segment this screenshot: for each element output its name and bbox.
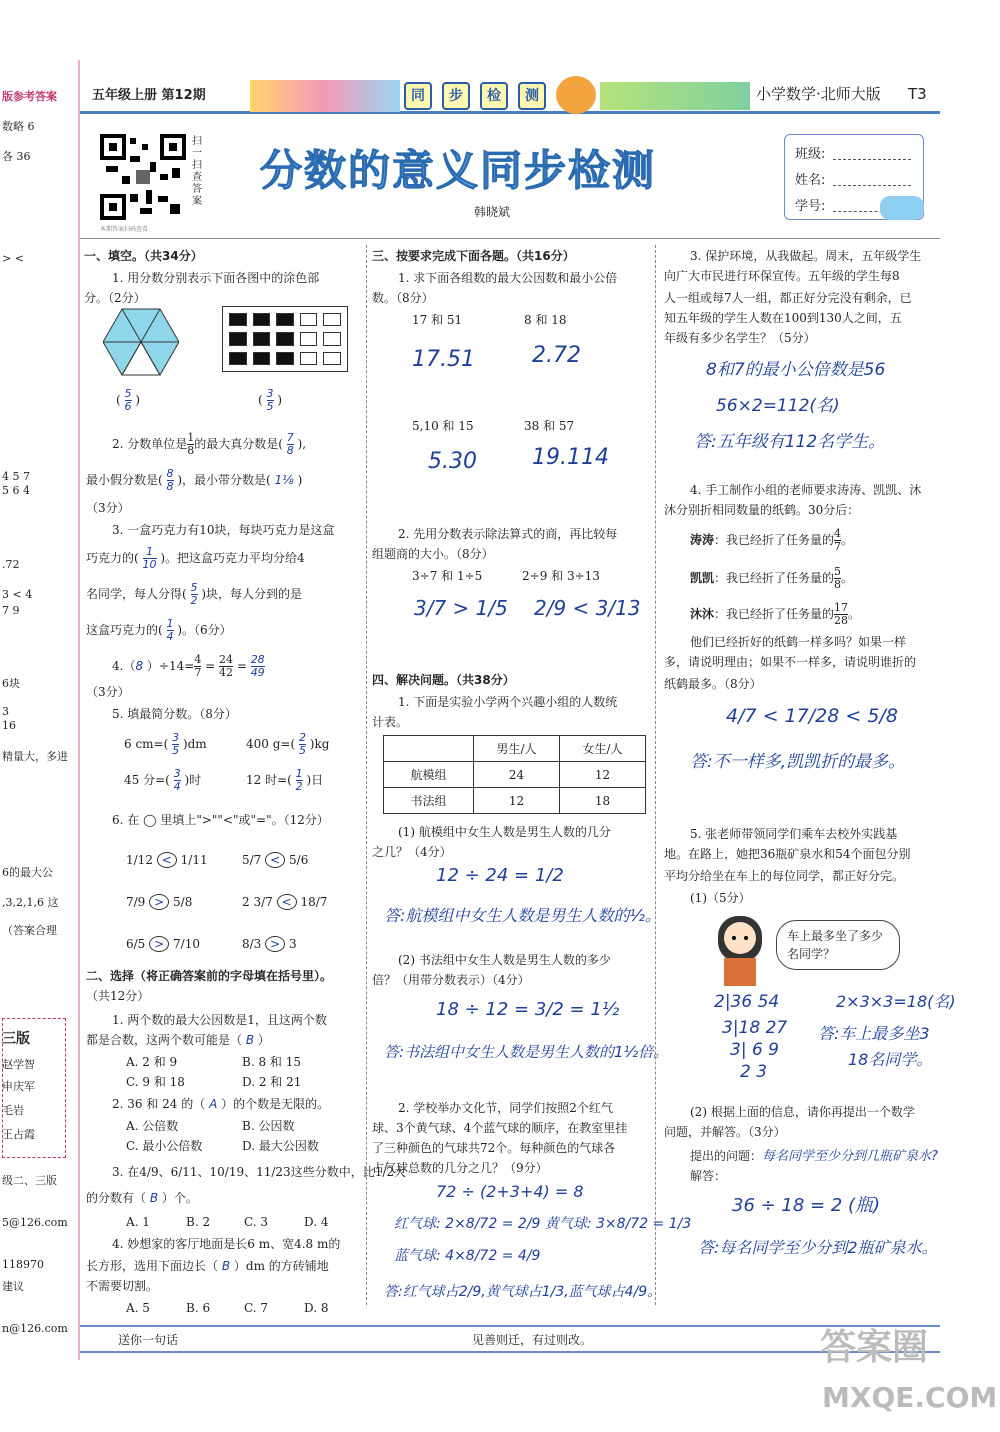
page-title: 分数的意义同步检测 bbox=[260, 146, 657, 195]
section-heading: 二、选择（将正确答案前的字母填在括号里）。 bbox=[86, 969, 333, 983]
option: C. 9 和 18 bbox=[126, 1075, 185, 1089]
name-field[interactable] bbox=[833, 185, 911, 186]
question-text: 占气球总数的几分之几？（9分） bbox=[372, 1161, 548, 1175]
question-5d: 12 时=( $\frac{1}{2}$ )日 bbox=[246, 767, 324, 793]
footer-label: 送你一句话 bbox=[118, 1333, 179, 1347]
strip-line: > < bbox=[2, 252, 24, 265]
number-group: 5,10 和 15 bbox=[412, 419, 474, 433]
answer-1a: ( $\frac{5}{6}$ ) bbox=[116, 387, 140, 413]
question-text: 5. 张老师带领同学们乘车去校外实践基 bbox=[690, 827, 898, 841]
handwritten-answer: 36 ÷ 18 = 2 (瓶) bbox=[732, 1195, 881, 1216]
question-text: 2. 学校举办文化节，同学们按照2个红气 bbox=[398, 1101, 613, 1115]
question-text: (1)（5分） bbox=[690, 891, 751, 905]
question-text: 年级有多少名学生？（5分） bbox=[664, 331, 816, 345]
question-text: (2) 根据上面的信息，请你再提出一个数学 bbox=[690, 1105, 915, 1119]
option: A. 2 和 9 bbox=[126, 1055, 178, 1069]
handwritten-answer: 3|18 27 bbox=[722, 1018, 788, 1038]
question-text: 4. 手工制作小组的老师要求涛涛、凯凯、沐 bbox=[690, 483, 922, 497]
left-answer-strip bbox=[0, 60, 80, 1360]
handwritten-answer: 4/7 < 17/28 < 5/8 bbox=[726, 705, 898, 727]
handwritten-answer: 答:五年级有112名学生。 bbox=[694, 432, 886, 452]
issue-label: 五年级上册 第12期 bbox=[92, 88, 206, 103]
option: C. 3 bbox=[244, 1215, 269, 1229]
option: D. 8 bbox=[304, 1301, 329, 1315]
qr-small-note: 本期答案扫码查看 bbox=[100, 226, 149, 233]
question-text: 1. 下面是实验小学两个兴趣小组的人数统 bbox=[398, 695, 618, 709]
option: B. 6 bbox=[186, 1301, 211, 1315]
option: A. 5 bbox=[126, 1301, 150, 1315]
question-text: （3分） bbox=[86, 685, 130, 699]
animal-sticker bbox=[880, 196, 924, 220]
flower-banner bbox=[600, 82, 750, 110]
page-code: T3 bbox=[908, 85, 927, 103]
handwritten-answer: 答:每名同学至少分到2瓶矿泉水。 bbox=[698, 1238, 938, 1257]
number-group: 17 和 51 bbox=[412, 313, 463, 327]
strip-line: 赵学智 bbox=[2, 1058, 35, 1071]
class-field[interactable] bbox=[833, 159, 911, 160]
compare-item: 8/3 > 3 bbox=[242, 937, 297, 951]
handwritten-answer: 蓝气球: 4×8/72 = 4/9 bbox=[394, 1248, 541, 1264]
content-top-rule bbox=[80, 238, 940, 239]
handwritten-answer: 2 3 bbox=[740, 1062, 768, 1082]
choice-1: 都是合数，这两个数可能是（ B ） bbox=[86, 1033, 270, 1047]
strip-line: 建议 bbox=[2, 1280, 24, 1293]
name-label: 姓名: bbox=[795, 173, 826, 188]
question-text: (2) 书法组中女生人数是男生人数的多少 bbox=[398, 953, 611, 967]
strip-line: 版参考答案 bbox=[2, 90, 57, 103]
handwritten-answer: 红气球: 2×8/72 = 2/9 黄气球: 3×8/72 = 1/3 bbox=[394, 1216, 692, 1232]
strip-line: 118970 bbox=[2, 1258, 44, 1271]
question-text: 之几？（4分） bbox=[372, 845, 452, 859]
question-text: 向广大市民进行环保宣传。五年级的学生每8 bbox=[664, 269, 900, 283]
compare-item: 1/12 < 1/11 bbox=[126, 853, 208, 867]
strip-line: 4 5 7 bbox=[2, 470, 30, 483]
handwritten-answer: 17.51 bbox=[412, 347, 475, 372]
handwritten-answer: 18名同学。 bbox=[848, 1050, 933, 1069]
number-label: 学号: bbox=[795, 199, 826, 214]
strip-line: 6的最大公 bbox=[2, 866, 53, 879]
handwritten-answer: 答:红气球占2/9,黄气球占1/3,蓝气球占4/9。 bbox=[384, 1284, 662, 1300]
question-text: 问题，并解答。（3分） bbox=[664, 1125, 786, 1139]
question-text: 知五年级的学生人数在100到130人之间，五 bbox=[664, 311, 902, 325]
question-text: 1. 求下面各组数的最大公因数和最小公倍 bbox=[398, 271, 618, 285]
question-text: 平均分给坐在车上的每位同学，都正好分完。 bbox=[664, 869, 905, 883]
question-text: 不需要切割。 bbox=[86, 1279, 159, 1293]
section-heading: 一、填空。（共34分） bbox=[84, 249, 203, 263]
section-heading: 三、按要求完成下面各题。（共16分） bbox=[372, 249, 575, 263]
question-text: 4. 妙想家的客厅地面是长6 m、宽4.8 m的 bbox=[112, 1237, 341, 1251]
speech-bubble: 车上最多坐了多少名同学？ bbox=[776, 920, 900, 970]
strip-line: 王占霞 bbox=[2, 1128, 35, 1141]
handwritten-answer: 答:航模组中女生人数是男生人数的½。 bbox=[384, 906, 661, 925]
strip-line: .72 bbox=[2, 558, 20, 571]
strip-line: 6块 bbox=[2, 677, 20, 690]
number-group: 38 和 57 bbox=[524, 419, 575, 433]
statement-taotao: 涛涛：我已经折了任务量的 $\frac{4}{7}$ 。 bbox=[690, 527, 854, 553]
handwritten-answer: 3/7 > 1/5 bbox=[414, 596, 508, 620]
watermark-url: MXQE.COM bbox=[822, 1381, 998, 1414]
question-text: 球、3个黄气球、4个蓝气球的顺序，在教室里挂 bbox=[372, 1121, 628, 1135]
compare-item: 2 3/7 < 18/7 bbox=[242, 895, 328, 909]
strip-line: 5 6 4 bbox=[2, 484, 30, 497]
question-text: 3. 保护环境，从我做起。周末，五年级学生 bbox=[690, 249, 922, 263]
girl-illustration bbox=[712, 912, 768, 988]
question-text: 计表。 bbox=[372, 715, 409, 729]
statement-mumu: 沐沐：我已经折了任务量的 $\frac{17}{28}$ 。 bbox=[690, 601, 861, 627]
option: D. 4 bbox=[304, 1215, 329, 1229]
strip-line: （答案合理 bbox=[2, 924, 57, 937]
watermark-logo: 答案圈 bbox=[820, 1327, 929, 1368]
option: A. 1 bbox=[126, 1215, 150, 1229]
table-header-row: 男生/人 女生/人 bbox=[384, 736, 646, 762]
question-3c: 名同学，每人分得( $\frac{5}{2}$ )块，每人分到的是 bbox=[86, 581, 303, 607]
column-divider bbox=[655, 245, 656, 1305]
number-group: 8 和 18 bbox=[524, 313, 567, 327]
question-5c: 45 分=( $\frac{3}{4}$ )时 bbox=[124, 767, 202, 793]
question-4: 4.（8 ）÷14= $\frac{4}{7}$ = $\frac{24}{42}$ = $\frac{28}{49}$ bbox=[112, 653, 265, 679]
question-5b: 400 g=( $\frac{2}{5}$ )kg bbox=[246, 731, 330, 757]
question-text: 数。（8分） bbox=[372, 291, 434, 305]
question-text: 组题商的大小。（8分） bbox=[372, 547, 494, 561]
compare-item: 5/7 < 5/6 bbox=[242, 853, 309, 867]
handwritten-answer: 18 ÷ 12 = 3/2 = 1½ bbox=[436, 999, 620, 1020]
tag-char: 步 bbox=[442, 82, 470, 110]
edition-label: 小学数学·北师大版 bbox=[756, 85, 881, 103]
handwritten-answer: 答:不一样多,凯凯折的最多。 bbox=[690, 752, 906, 772]
qr-code-icon[interactable] bbox=[100, 134, 186, 220]
strip-line: ,3,2,1,6 这 bbox=[2, 896, 59, 909]
question-text: 5. 填最简分数。（8分） bbox=[112, 707, 237, 721]
question-text: 人一组或每7人一组，都正好分完没有剩余，已 bbox=[664, 291, 912, 305]
option: A. 公倍数 bbox=[126, 1119, 179, 1133]
question-text: 1. 两个数的最大公因数是1，且这两个数 bbox=[112, 1013, 327, 1027]
question-text: 多，请说明理由；如果不一样多，请说明谁折的 bbox=[664, 655, 917, 669]
option: D. 最大公因数 bbox=[242, 1139, 319, 1153]
question-text: 纸鹤最多。（8分） bbox=[664, 677, 762, 691]
question-5a: 6 cm=( $\frac{3}{5}$ )dm bbox=[124, 731, 207, 757]
strip-line: 7 9 bbox=[2, 604, 20, 617]
hexagon-figure bbox=[103, 307, 179, 377]
strip-line: 级二、三版 bbox=[2, 1174, 57, 1187]
handwritten-answer: 2/9 < 3/13 bbox=[534, 596, 641, 620]
choice-4: 长方形，选用下面边长（ B ）dm 的方砖铺地 bbox=[86, 1259, 329, 1273]
question-text: （3分） bbox=[86, 501, 130, 515]
question-text: 1. 用分数分别表示下面各图中的涂色部 bbox=[112, 271, 320, 285]
table-row: 书法组 12 18 bbox=[384, 788, 646, 814]
question-text: 沐分别折相同数量的纸鹤。30分后： bbox=[664, 503, 860, 517]
question-text: 了三种颜色的气球共72个。每种颜色的气球各 bbox=[372, 1141, 616, 1155]
handwritten-answer: 56×2=112(名) bbox=[716, 396, 840, 416]
square-grid-figure bbox=[222, 306, 348, 372]
proposed-question: 提出的问题：每名同学至少分到几瓶矿泉水? bbox=[690, 1149, 938, 1164]
expression: 3÷7 和 1÷5 bbox=[412, 569, 483, 583]
strip-line: 数略 6 bbox=[2, 120, 35, 133]
castle-banner bbox=[250, 80, 400, 112]
question-text: 地。在路上，她把36瓶矿泉水和54个面包分别 bbox=[664, 847, 911, 861]
tag-char: 检 bbox=[480, 82, 508, 110]
question-text: 2. 先用分数表示除法算式的商，再比较每 bbox=[398, 527, 618, 541]
column-divider bbox=[366, 245, 367, 1305]
handwritten-answer: 19.114 bbox=[532, 445, 609, 470]
expression: 2÷9 和 3÷13 bbox=[522, 569, 600, 583]
strip-line: 申庆军 bbox=[2, 1080, 35, 1093]
strip-line: 5@126.com bbox=[2, 1216, 68, 1229]
option: B. 公因数 bbox=[242, 1119, 295, 1133]
option: B. 2 bbox=[186, 1215, 211, 1229]
handwritten-answer: 5.30 bbox=[428, 449, 477, 474]
question-2b: 最小假分数是( $\frac{8}{8}$ )，最小带分数是( 1⅛ ) bbox=[86, 467, 303, 493]
question-text: 解答： bbox=[690, 1169, 727, 1183]
compare-item: 7/9 > 5/8 bbox=[126, 895, 193, 909]
strip-line: 精量大，多进 bbox=[2, 750, 68, 763]
footer-quote: 见善则迁，有过则改。 bbox=[472, 1333, 593, 1347]
question-text: (1) 航模组中女生人数是男生人数的几分 bbox=[398, 825, 611, 839]
handwritten-answer: 3| 6 9 bbox=[730, 1040, 779, 1060]
strip-line: n@126.com bbox=[2, 1322, 68, 1335]
question-text: 倍？（用带分数表示）（4分） bbox=[372, 973, 530, 987]
tag-char: 测 bbox=[518, 82, 546, 110]
stats-table bbox=[383, 735, 646, 814]
lion-mascot bbox=[556, 76, 596, 114]
question-2: 2. 分数单位是 $\frac{1}{8}$ 的最大真分数是( $\frac{7}{8}$ ), bbox=[112, 431, 307, 457]
question-text: 3. 一盒巧克力有10块，每块巧克力是这盒 bbox=[112, 523, 335, 537]
section-heading: 四、解决问题。（共38分） bbox=[372, 673, 515, 687]
strip-line: 毛岩 bbox=[2, 1104, 24, 1117]
handwritten-answer: 12 ÷ 24 = 1/2 bbox=[436, 865, 564, 886]
handwritten-answer: 答:车上最多坐3 bbox=[818, 1024, 930, 1043]
handwritten-answer: 2×3×3=18(名) bbox=[836, 992, 956, 1011]
option: C. 最小公倍数 bbox=[126, 1139, 203, 1153]
option: B. 8 和 15 bbox=[242, 1055, 301, 1069]
handwritten-answer: 2.72 bbox=[532, 343, 581, 368]
strip-line: 16 bbox=[2, 719, 16, 732]
option: D. 2 和 21 bbox=[242, 1075, 302, 1089]
question-text: 他们已经折好的纸鹤一样多吗？如果一样 bbox=[690, 635, 907, 649]
choice-2: 2. 36 和 24 的（ A ）的个数是无限的。 bbox=[112, 1097, 330, 1111]
question-text: 3. 在4/9、6/11、10/19、11/23这些分数中，比1/2大 bbox=[112, 1165, 407, 1179]
handwritten-answer: 2|36 54 bbox=[714, 992, 780, 1012]
statement-kaikai: 凯凯：我已经折了任务量的 $\frac{5}{8}$ 。 bbox=[690, 565, 854, 591]
strip-line: 3 bbox=[2, 705, 9, 718]
question-3d: 这盒巧克力的( $\frac{1}{4}$ )。（6分） bbox=[86, 617, 232, 643]
handwritten-answer: 8和7的最小公倍数是56 bbox=[706, 360, 886, 380]
option: C. 7 bbox=[244, 1301, 269, 1315]
compare-item: 6/5 > 7/10 bbox=[126, 937, 200, 951]
handwritten-answer: 答:书法组中女生人数是男生人数的1½倍。 bbox=[384, 1043, 669, 1061]
choice-3: 的分数有（ B ）个。 bbox=[86, 1191, 198, 1205]
class-label: 班级: bbox=[795, 147, 826, 162]
question-text: 6. 在 ◯ 里填上">""<"或"="。（12分） bbox=[112, 813, 329, 827]
author: 韩晓斌 bbox=[474, 205, 511, 219]
strip-line: 各 36 bbox=[2, 150, 31, 163]
qr-caption: 扫一扫 查答案 bbox=[192, 136, 202, 207]
table-row: 航模组 24 12 bbox=[384, 762, 646, 788]
question-text: 分。（2分） bbox=[84, 291, 146, 305]
strip-line: 3 < 4 bbox=[2, 588, 33, 601]
answer-1b: ( $\frac{3}{5}$ ) bbox=[258, 387, 282, 413]
strip-line: 三版 bbox=[2, 1031, 30, 1047]
tag-char: 同 bbox=[404, 82, 432, 110]
handwritten-answer: 72 ÷ (2+3+4) = 8 bbox=[436, 1182, 584, 1201]
section-heading: （共12分） bbox=[86, 989, 150, 1003]
question-3b: 巧克力的( $\frac{1}{10}$ )。把这盒巧克力平均分给4 bbox=[86, 545, 305, 571]
